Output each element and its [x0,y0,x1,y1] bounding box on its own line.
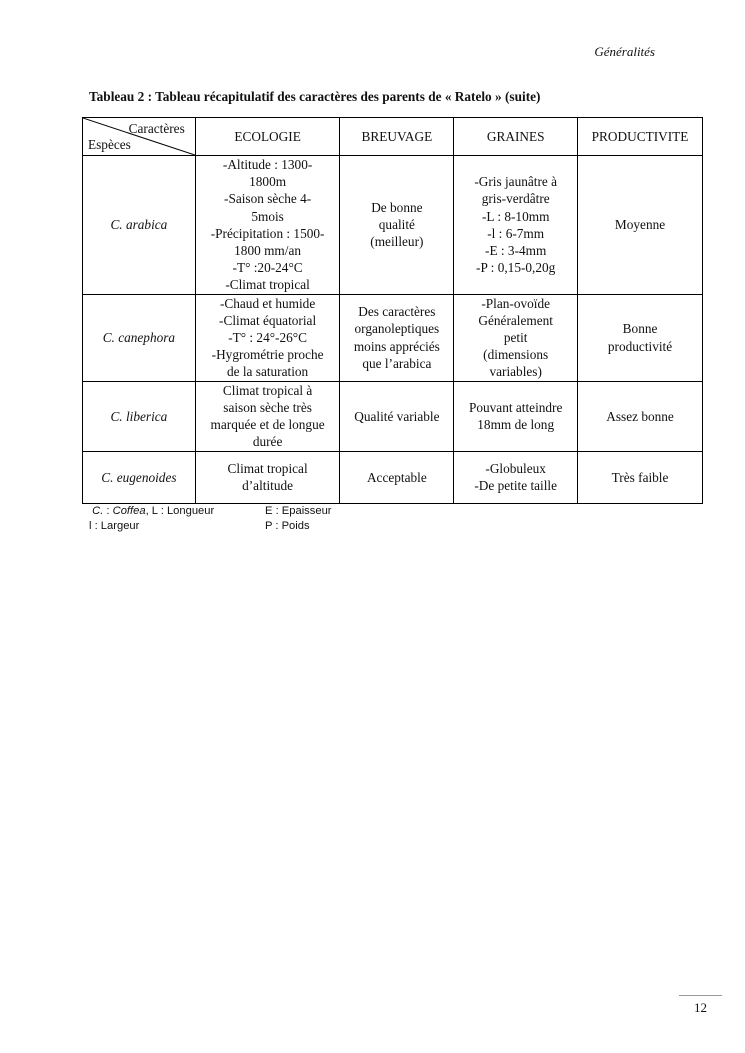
legend-epaisseur: E : Epaisseur [265,505,332,517]
cell-line: -Altitude : 1300- [222,157,313,172]
productivite-cell [578,294,703,381]
legend-c-sep: : [103,505,113,517]
table-header-row [83,118,703,156]
cell-line: de la saturation [226,364,309,380]
cell-line: organoleptiques [354,321,440,337]
cell-line: -Précipitation : 1500- [210,225,325,241]
cell-line: productivité [607,338,673,354]
productivite-cell [578,381,703,451]
species-cell: C. canephora [83,294,196,381]
cell-line: petit [503,330,528,346]
graines-cell [454,156,578,295]
cell-line: Moyenne [614,217,666,233]
column-header-ecologie: ECOLOGIE [195,118,340,156]
table-caption: Tableau 2 : Tableau récapitulatif des caractères des parents de « Ratelo » (suite) [89,89,541,104]
cell-line: moins appréciés [353,338,440,354]
cell-line: Généralement [478,312,553,328]
cell-line: -E : 3-4mm [485,243,547,259]
species-cell: C. eugenoides [83,451,196,503]
species-cell: C. liberica [83,381,196,451]
cell-line: Très faible [611,469,669,485]
graines-cell [454,451,578,503]
graines-cell [454,294,578,381]
cell-line: (dimensions [483,347,549,363]
summary-table [82,117,703,504]
cell-line: 18mm de long [477,417,555,433]
cell-line: (meilleur) [370,234,424,250]
footer-rule [679,995,722,996]
cell-line: 1800 mm/an [234,243,302,259]
legend-row [89,504,389,519]
corner-header-cell [83,118,196,156]
species-cell: C. arabica [83,156,196,295]
ecologie-cell [195,156,340,295]
page-number: 12 [694,1000,707,1015]
cell-line: que l’arabica [362,355,432,371]
cell-line: 1800m [249,174,287,190]
cell-line: marquée et de longue [210,417,325,433]
cell-line: -Hygrométrie proche [211,347,324,363]
ecologie-cell [195,451,340,503]
cell-line: saison sèche très [223,399,312,415]
cell-line: Climat tropical à [222,382,313,398]
cell-line: -T° : 24°-26°C [228,330,307,346]
legend-row [89,519,389,534]
cell-line: -Plan-ovoïde [481,295,551,311]
legend-largeur: l : Largeur [89,520,140,532]
cell-line: Qualité variable [354,408,440,424]
breuvage-cell [340,451,454,503]
cell-line: -Climat équatorial [219,312,317,328]
legend-c-abbr: C. [92,505,104,517]
legend-c-full: Coffea [112,505,146,517]
breuvage-cell [340,156,454,295]
cell-line: d’altitude [242,478,294,494]
table-row [83,451,703,503]
cell-line: Bonne [622,321,658,337]
cell-line: -Climat tropical [225,277,310,293]
column-header-productivite: PRODUCTIVITE [578,118,703,156]
productivite-cell [578,451,703,503]
cell-line: -Globuleux [485,460,546,476]
abbreviation-legend [89,504,389,534]
breuvage-cell [340,294,454,381]
cell-line: Climat tropical [227,460,308,476]
cell-line: -L : 8-10mm [481,208,550,224]
cell-line: gris-verdâtre [481,191,550,207]
column-header-graines: GRAINES [454,118,578,156]
cell-line: variables) [489,364,542,380]
table-row [83,156,703,295]
cell-line: De bonne [371,200,423,215]
legend-coffea-longueur [89,504,214,519]
cell-line: Des caractères [358,304,436,320]
cell-line: Pouvant atteindre [468,399,563,415]
cell-line: Acceptable [366,469,427,485]
table-row [83,381,703,451]
cell-line: -Chaud et humide [219,295,316,311]
cell-line: -Saison sèche 4- [224,191,312,207]
corner-label-species: Espèces [88,136,131,152]
cell-line: -l : 6-7mm [487,225,545,241]
cell-line: -De petite taille [474,478,558,494]
legend-longueur: , L : Longueur [145,505,215,517]
breuvage-cell [340,381,454,451]
productivite-cell [578,156,703,295]
ecologie-cell [195,381,340,451]
cell-line: -P : 0,15-0,20g [476,260,556,276]
corner-label-characters: Caractères [128,121,185,136]
cell-line: qualité [378,217,415,233]
cell-line: 5mois [251,208,284,224]
cell-line: -Gris jaunâtre à [474,174,558,190]
cell-line: Assez bonne [606,408,674,424]
column-header-breuvage: BREUVAGE [340,118,454,156]
graines-cell [454,381,578,451]
cell-line: durée [252,434,283,450]
ecologie-cell [195,294,340,381]
table-row [83,294,703,381]
cell-line: -T° :20-24°C [232,260,303,276]
running-header: Généralités [594,44,655,59]
legend-poids: P : Poids [265,520,310,532]
